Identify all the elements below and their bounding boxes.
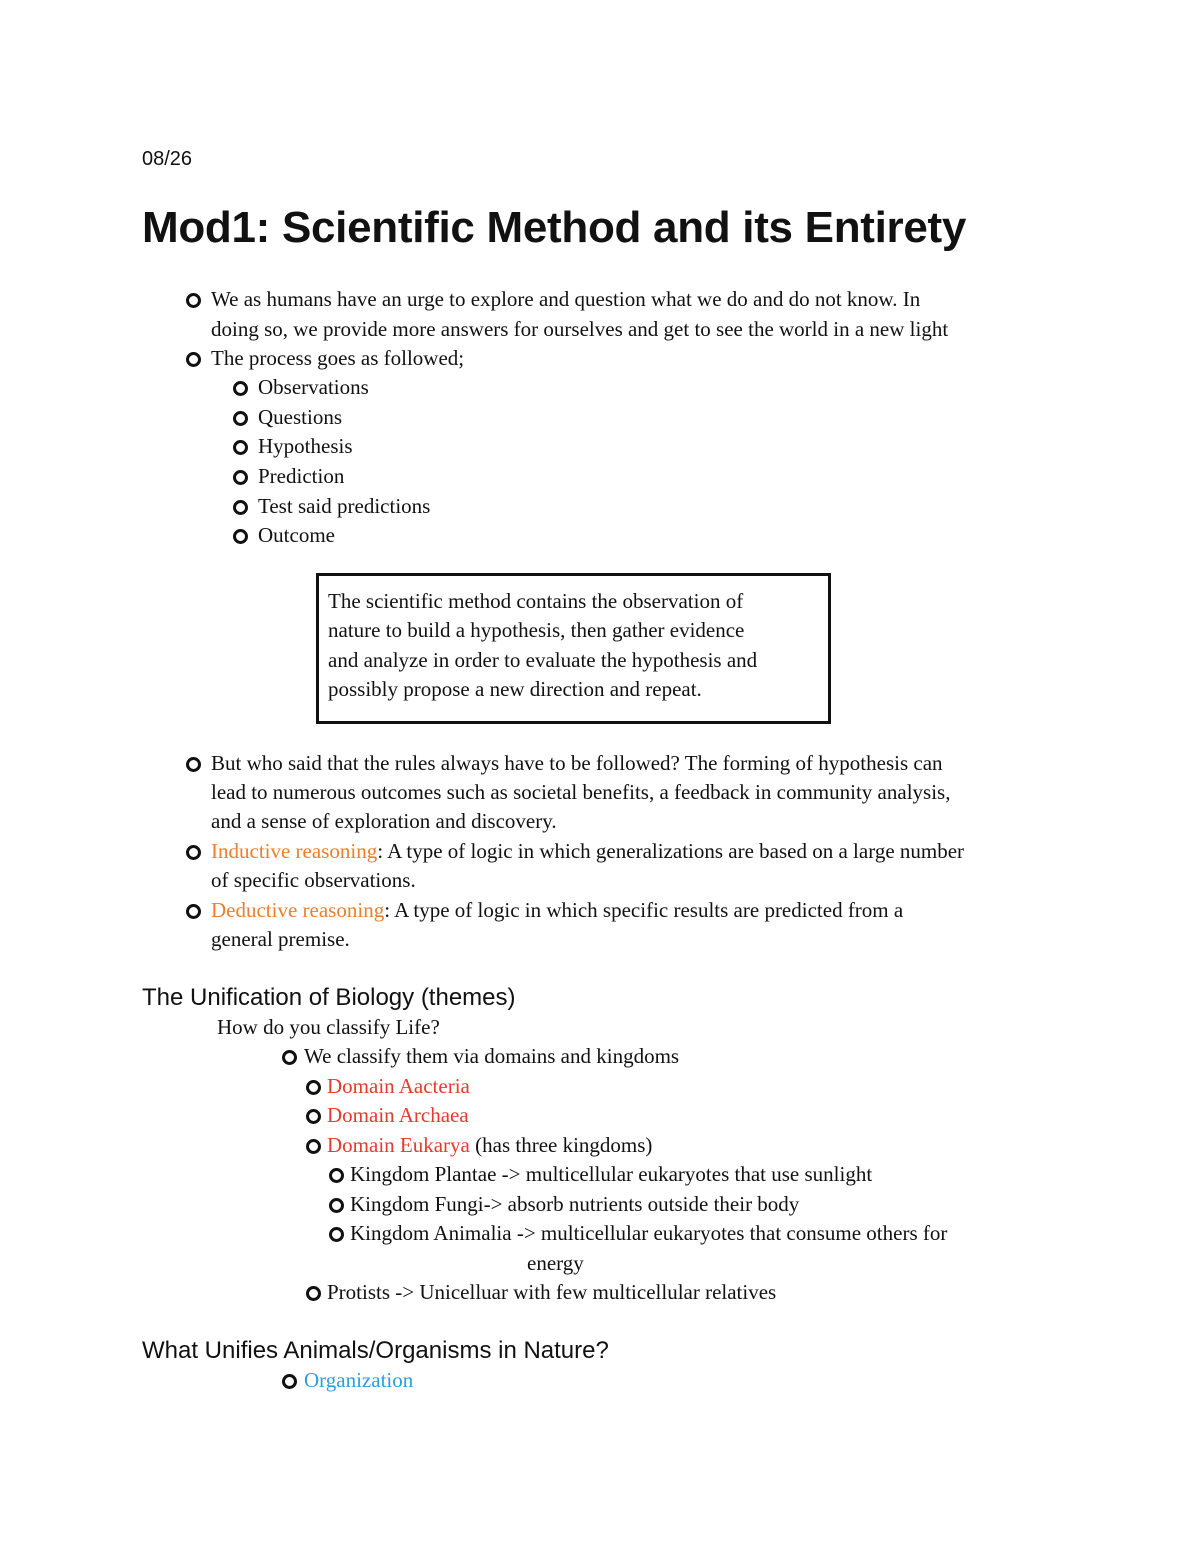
bullet-icon xyxy=(329,1227,344,1242)
inductive-line-1 xyxy=(211,839,964,864)
kingdom-animalia-line-1: Kingdom Animalia -> multicellular eukaryotes that consume others for xyxy=(350,1221,948,1245)
bullet-icon xyxy=(233,470,248,485)
protists: Protists -> Unicelluar with few multicellular relatives xyxy=(327,1280,777,1304)
classify-question: How do you classify Life? xyxy=(217,1015,440,1039)
bullet-icon xyxy=(186,904,201,919)
bullet-icon xyxy=(186,845,201,860)
bullet-icon xyxy=(233,529,248,544)
rules-line-1: But who said that the rules always have to be followed? The forming of hypothesis can xyxy=(211,751,943,775)
domain-aacteria: Domain Aacteria xyxy=(327,1074,470,1098)
process-step: Outcome xyxy=(258,523,335,547)
domain-eukarya-line xyxy=(327,1133,652,1158)
rules-line-3: and a sense of exploration and discovery. xyxy=(211,809,557,833)
note-date: 08/26 xyxy=(142,148,193,170)
summary-line-2: nature to build a hypothesis, then gather evidence xyxy=(328,618,745,642)
process-step: Hypothesis xyxy=(258,434,353,458)
rules-line-2: lead to numerous outcomes such as societal benefits, a feedback in community analysis, xyxy=(211,780,951,804)
summary-line-4: possibly propose a new direction and repeat. xyxy=(328,677,702,701)
process-step: Questions xyxy=(258,405,342,429)
bullet-icon xyxy=(186,352,201,367)
process-step: Test said predictions xyxy=(258,494,431,518)
kingdom-plantae: Kingdom Plantae -> multicellular eukaryotes that use sunlight xyxy=(350,1162,873,1186)
domain-eukarya: Domain Eukarya xyxy=(327,1133,470,1157)
bullet-icon xyxy=(329,1168,344,1183)
domain-eukarya-note: (has three kingdoms) xyxy=(469,1133,653,1157)
deductive-line-2: general premise. xyxy=(211,927,350,951)
summary-line-3: and analyze in order to evaluate the hypothesis and xyxy=(328,648,758,672)
bullet-icon xyxy=(233,411,248,426)
bullet-icon xyxy=(306,1286,321,1301)
bullet-icon xyxy=(306,1109,321,1124)
deductive-definition: : A type of logic in which specific results are predicted from a xyxy=(384,898,904,922)
bullet-icon xyxy=(233,500,248,515)
process-step: Prediction xyxy=(258,464,345,488)
deductive-line-1 xyxy=(211,898,903,923)
inductive-term: Inductive reasoning xyxy=(211,839,378,863)
bullet-icon xyxy=(233,440,248,455)
kingdom-fungi: Kingdom Fungi-> absorb nutrients outside their body xyxy=(350,1192,800,1216)
bullet-icon xyxy=(233,381,248,396)
summary-box xyxy=(316,573,831,724)
classify-statement: We classify them via domains and kingdoms xyxy=(304,1044,680,1068)
intro-line-2: doing so, we provide more answers for ourselves and get to see the world in a new light xyxy=(211,317,949,341)
unification-heading: The Unification of Biology (themes) xyxy=(142,984,516,1011)
deductive-term: Deductive reasoning xyxy=(211,898,385,922)
page-title: Mod1: Scientific Method and its Entirety xyxy=(142,203,967,252)
bullet-icon xyxy=(282,1050,297,1065)
bullet-icon xyxy=(186,757,201,772)
summary-line-1: The scientific method contains the observation of xyxy=(328,589,744,613)
domain-archaea: Domain Archaea xyxy=(327,1103,469,1127)
intro-line-1: We as humans have an urge to explore and question what we do and do not know. In xyxy=(211,287,921,311)
process-step: Observations xyxy=(258,375,369,399)
process-label: The process goes as followed; xyxy=(211,346,465,370)
bullet-icon xyxy=(329,1198,344,1213)
bullet-icon xyxy=(306,1139,321,1154)
bullet-icon xyxy=(186,293,201,308)
inductive-definition: : A type of logic in which generalizations are based on a large number xyxy=(377,839,965,863)
bullet-icon xyxy=(306,1080,321,1095)
organization-item: Organization xyxy=(304,1368,414,1392)
bullet-icon xyxy=(282,1374,297,1389)
unifies-heading: What Unifies Animals/Organisms in Nature? xyxy=(142,1337,609,1364)
kingdom-animalia-line-2: energy xyxy=(527,1251,584,1275)
inductive-line-2: of specific observations. xyxy=(211,868,416,892)
